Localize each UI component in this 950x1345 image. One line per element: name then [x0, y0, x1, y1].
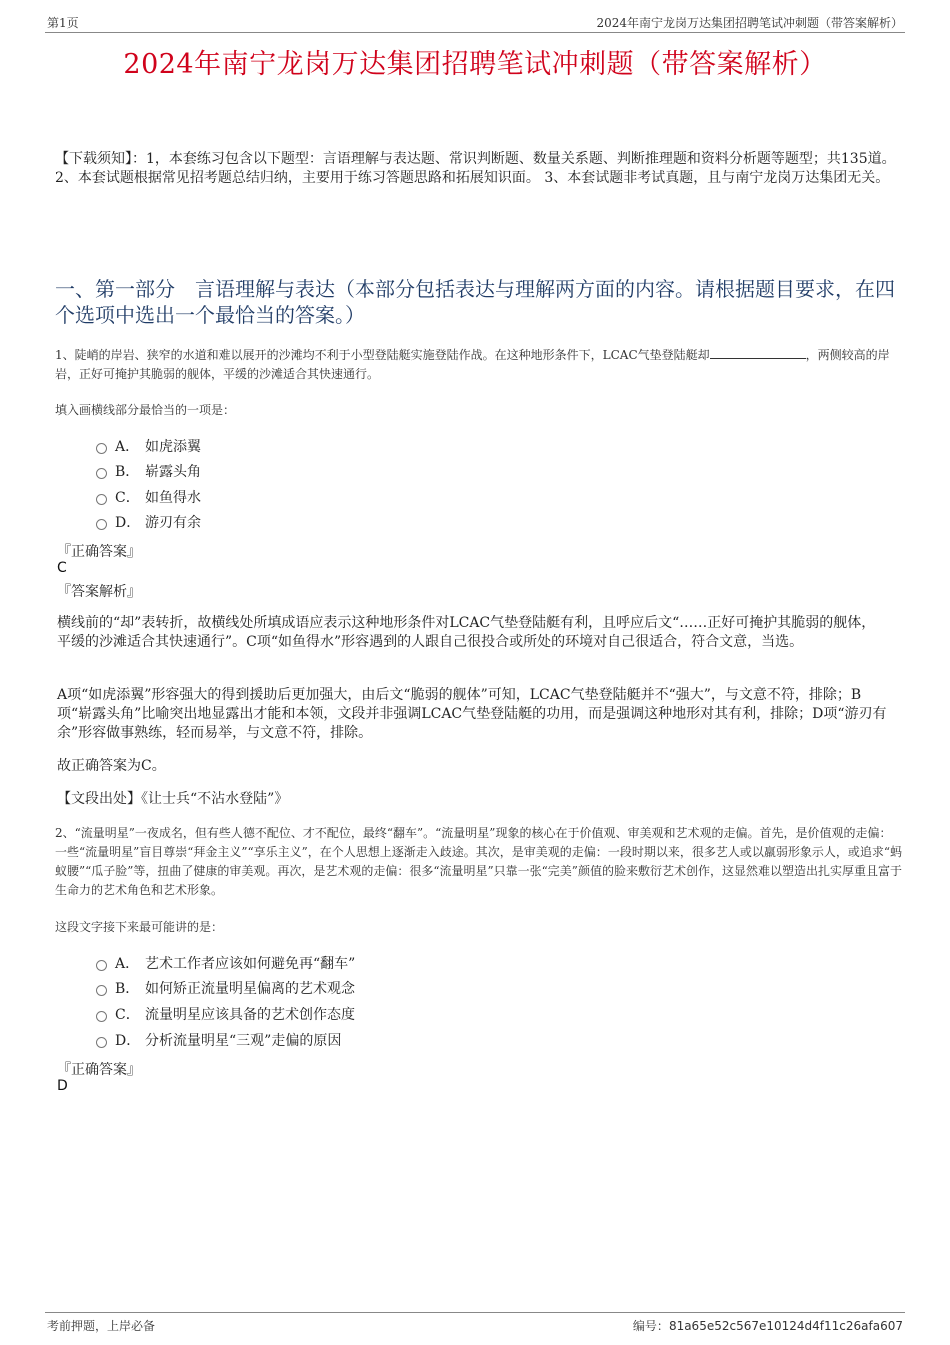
page-number: 第1页 — [47, 16, 79, 30]
answer-blank — [710, 346, 806, 359]
option-text: 如虎添翼 — [145, 439, 201, 455]
analysis-source: 【文段出处】《让士兵“不沾水登陆”》 — [57, 791, 289, 807]
question-1-option-c[interactable] — [96, 487, 201, 507]
radio-icon[interactable] — [96, 519, 107, 530]
option-text: 崭露头角 — [145, 464, 201, 480]
download-notice: 【下载须知】：1，本套练习包含以下题型：言语理解与表达题、常识判断题、数量关系题、判断推理题和资料分析题等题型；共135道。 2、本套试题根据常见招考题总结归纳，主要用于练习答题思路和拓展知识面。 3、本套试题非考试真题，且与南宁龙岗万达集团无关。 — [55, 151, 896, 186]
footer-code-value: 81a65e52c567e10124d4f11c26afa607 — [668, 1319, 903, 1333]
option-text: 游刃有余 — [145, 515, 201, 531]
footer-slogan: 考前押题，上岸必备 — [47, 1319, 156, 1333]
analysis-conclusion: 故正确答案为C。 — [57, 758, 166, 774]
option-letter: C． — [115, 1007, 140, 1023]
footer-divider — [45, 1312, 905, 1313]
radio-icon[interactable] — [96, 1037, 107, 1048]
option-text: 艺术工作者应该如何避免再“翻车” — [145, 956, 356, 972]
radio-icon[interactable] — [96, 443, 107, 454]
analysis-paragraph-1: 横线前的“却”表转折，故横线处所填成语应表示这种地形条件对LCAC气垫登陆艇有利，且呼应后文“……正好可掩护其脆弱的舰体，平缓的沙滩适合其快速通行”。C项“如鱼得水”形容遇到的人跟自己很投合或所处的环境对自己很适合，符合文意，当选。 — [57, 615, 876, 650]
radio-icon[interactable] — [96, 1011, 107, 1022]
option-text: 如何矫正流量明星偏离的艺术观念 — [145, 981, 355, 997]
option-text: 分析流量明星“三观”走偏的原因 — [145, 1033, 342, 1049]
header-divider — [45, 32, 905, 33]
radio-icon[interactable] — [96, 985, 107, 996]
answer-value: D — [57, 1078, 68, 1094]
footer-code-label: 编号： — [632, 1319, 669, 1333]
option-letter: B． — [115, 981, 140, 997]
option-letter: A． — [115, 956, 140, 972]
document-title: 2024年南宁龙岗万达集团招聘笔试冲刺题（带答案解析） — [123, 49, 827, 80]
answer-value: C — [57, 560, 67, 576]
question-1-text-after: ，两侧较高的岸岩，正好可掩护其脆弱的舰体，平缓的沙滩适合其快速通行。 — [55, 348, 890, 381]
running-title: 2024年南宁龙岗万达集团招聘笔试冲刺题（带答案解析） — [596, 16, 903, 30]
question-2-text: 2、“流量明星”一夜成名，但有些人德不配位、才不配位，最终“翻车”。“流量明星”现象的核心在于价值观、审美观和艺术观的走偏。首先，是价值观的走偏：一些“流量明星”盲目尊崇“拜金主义”“享乐主义”，在个人思想上逐渐走入歧途。其次，是审美观的走偏：一段时期以来，很多艺人或以羸弱形象示人，或追求“蚂蚁腰”“瓜子脸”等，扭曲了健康的审美观。再次，是艺术观的走偏：很多“流量明星”只靠一张“完美”颜值的脸来敷衍艺术创作，这显然难以塑造出扎实厚重且富于生命力的艺术角色和艺术形象。 — [55, 826, 902, 897]
footer-code — [633, 1317, 903, 1334]
question-2-option-d[interactable] — [96, 1030, 341, 1050]
question-2-option-a[interactable] — [96, 953, 355, 973]
option-letter: D． — [115, 1033, 141, 1049]
section-heading: 一、第一部分 言语理解与表达（本部分包括表达与理解两方面的内容。请根据题目要求，在四个选项中选出一个最恰当的答案。） — [55, 277, 895, 327]
option-letter: C． — [115, 490, 140, 506]
question-1-text — [55, 346, 902, 384]
radio-icon[interactable] — [96, 960, 107, 971]
question-2-option-c[interactable] — [96, 1004, 355, 1024]
analysis-paragraph-2: A项“如虎添翼”形容强大的得到援助后更加强大，由后文“脆弱的舰体”可知，LCAC气垫登陆艇并不“强大”，与文意不符，排除；B项“崭露头角”比喻突出地显露出才能和本领，文段并非强调LCAC气垫登陆艇的功用，而是强调这种地形对其有利，排除；D项“游刃有余”形容做事熟练，轻而易举，与文意不符，排除。 — [57, 687, 887, 741]
question-1-text-before: 1、陡峭的岸岩、狭窄的水道和难以展开的沙滩均不利于小型登陆艇实施登陆作战。在这种地形条件下，LCAC气垫登陆艇却 — [55, 348, 710, 362]
question-2-option-b[interactable] — [96, 978, 355, 998]
option-letter: D． — [115, 515, 141, 531]
answer-label: 『正确答案』 — [57, 1062, 141, 1078]
question-2-prompt: 这段文字接下来最可能讲的是： — [55, 920, 224, 934]
question-1-option-d[interactable] — [96, 512, 201, 532]
answer-label: 『正确答案』 — [57, 544, 141, 560]
radio-icon[interactable] — [96, 468, 107, 479]
option-letter: B． — [115, 464, 140, 480]
option-text: 如鱼得水 — [145, 490, 201, 506]
question-1-prompt: 填入画横线部分最恰当的一项是： — [55, 403, 236, 417]
question-1-option-b[interactable] — [96, 461, 201, 481]
option-letter: A． — [115, 439, 140, 455]
analysis-label: 『答案解析』 — [57, 584, 141, 600]
radio-icon[interactable] — [96, 494, 107, 505]
question-1-option-a[interactable] — [96, 436, 201, 456]
option-text: 流量明星应该具备的艺术创作态度 — [145, 1007, 355, 1023]
